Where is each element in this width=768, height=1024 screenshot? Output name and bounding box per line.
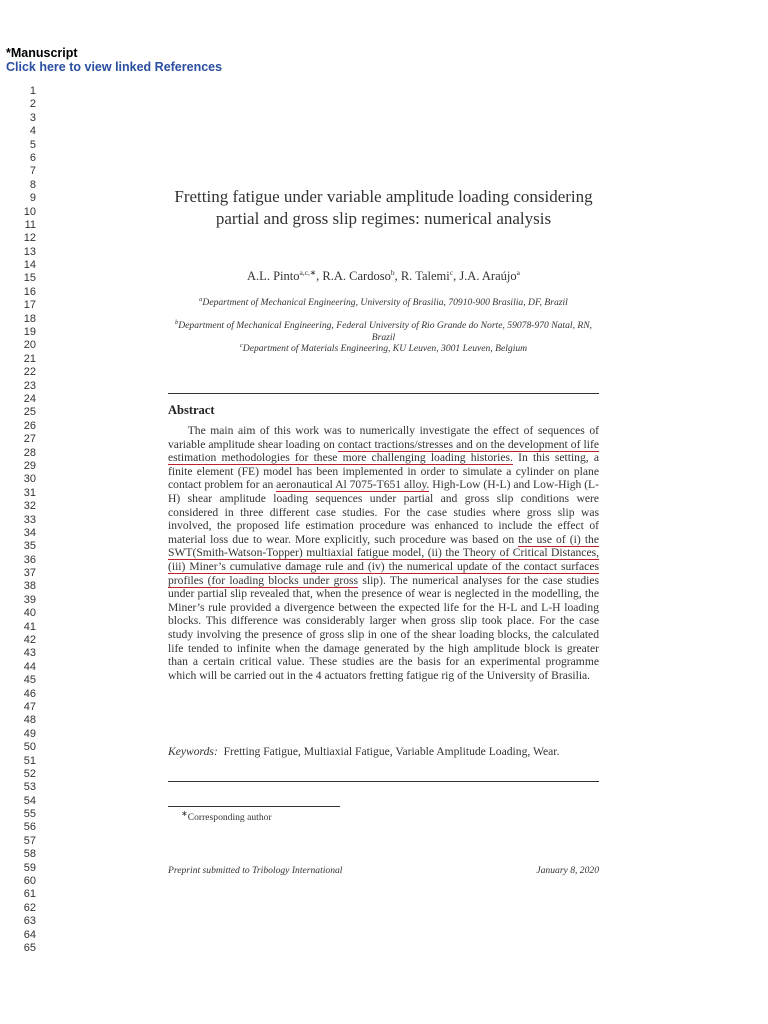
line-number: 23: [23, 379, 36, 392]
abstract-text: High-Low (H-L) and Low-High (L-H) shear amplitude loading sequences under partial and gross slip conditions were considered in three different case studies. For the case studies where gross slip was involved, the proposed life estimation procedure was enhanced to include the effect of material loss due to wear. More explicitly, such procedure was based on: [168, 478, 599, 546]
author-name: A.L. Pinto: [247, 269, 300, 284]
line-number: 11: [24, 218, 36, 231]
line-number: 48: [23, 714, 36, 727]
view-references-link[interactable]: Click here to view linked References: [6, 60, 223, 74]
line-number: 15: [23, 272, 36, 285]
line-number: 14: [23, 259, 36, 272]
line-number: 60: [23, 875, 36, 888]
author-separator: ,: [394, 269, 401, 284]
line-number: 62: [23, 901, 36, 914]
line-number: 65: [23, 942, 36, 954]
line-number: 1: [29, 85, 36, 97]
affiliation-mark: c: [239, 342, 243, 349]
line-number: 16: [23, 285, 36, 298]
line-number: 29: [23, 459, 36, 472]
line-number: 33: [23, 513, 36, 526]
author-affiliation-mark: a,c,∗: [299, 268, 317, 277]
line-number: 54: [23, 794, 36, 807]
author-separator: ,: [453, 269, 460, 284]
keywords-label: Keywords:: [168, 745, 218, 758]
line-number: 21: [23, 352, 36, 365]
line-number: 40: [23, 607, 36, 620]
abstract-text: slip). The numerical analyses for the case studies under partial slip revealed that, when the presence of wear is neglected in the modelling, the Miner’s rule provided a divergence between the expected life for the H-L and L-H loading blocks. This difference was considerably larger when gross slip took place. For the case study involving the presence of gross slip in one of the shear loading blocks, the calculated life tended to infinite when the damage generated by the high amplitude block is greater than a certain critical value. These studies are the basis for an experimental programme which will be carried out in the 4 actuators fretting fatigue rig of the University of Brasilia.: [168, 573, 599, 682]
line-number: 13: [23, 245, 36, 258]
line-number: 44: [23, 660, 36, 673]
line-number: 53: [23, 781, 36, 794]
line-number: 42: [23, 634, 36, 647]
line-number: 41: [23, 620, 36, 633]
line-number: 34: [23, 526, 36, 539]
highlighted-phrase: the use of (i) the SWT(Smith-Watson-Topper) multiaxial fatigue model, (ii) the Theory of Critical Distances, (iii) Miner’s cumulative damage rule and (iv) the numerical update of the contact surfaces profiles (for loading blocks under gross: [168, 532, 599, 587]
line-number: 5: [29, 138, 36, 151]
line-number: 39: [23, 593, 36, 606]
line-number: 36: [23, 553, 36, 566]
author-name: R. Talemi: [400, 269, 450, 284]
line-number: 17: [23, 299, 36, 312]
footnote-mark: ∗: [181, 809, 188, 818]
footer-journal: Preprint submitted to Tribology International: [168, 865, 343, 876]
line-number: 37: [23, 567, 36, 580]
line-number: 30: [23, 473, 36, 486]
keywords: [168, 744, 599, 759]
line-number: 59: [23, 861, 36, 874]
footer-date: January 8, 2020: [536, 865, 599, 876]
footnote: [181, 809, 272, 823]
line-number: 47: [23, 700, 36, 713]
line-number: 28: [23, 446, 36, 459]
author-affiliation-mark: b: [390, 268, 395, 277]
author-affiliation-mark: a: [516, 268, 520, 277]
line-number: 22: [23, 366, 36, 379]
line-number: 38: [23, 580, 36, 593]
line-number: 35: [23, 540, 36, 553]
abstract-text: The main aim of this work was to numerically investigate the effect of sequences of variable amplitude shear loading on: [168, 424, 599, 451]
line-number: 61: [23, 888, 36, 901]
affiliation-mark: b: [174, 319, 179, 326]
highlighted-phrase: contact tractions/stresses and on the development of life estimation methodologies for these more challenging loading histories.: [168, 437, 599, 465]
line-number: 45: [23, 674, 36, 687]
line-number: 64: [23, 928, 36, 941]
line-number: 10: [23, 205, 36, 218]
line-number: 46: [23, 687, 36, 700]
affiliation-text: Department of Mechanical Engineering, University of Brasilia, 70910-900 Brasilia, DF, Brazil: [202, 297, 568, 309]
line-number: 9: [29, 192, 36, 205]
line-number: 56: [23, 821, 36, 834]
line-number: 55: [23, 808, 36, 821]
abstract-top-rule: [168, 393, 599, 394]
line-number: 63: [23, 915, 36, 928]
line-number-gutter: [0, 85, 36, 955]
line-number: 18: [23, 312, 36, 325]
footnote-text: Corresponding author: [187, 812, 272, 824]
affiliation-text: Department of Materials Engineering, KU Leuven, 3001 Leuven, Belgium: [242, 343, 528, 355]
line-number: 32: [23, 500, 36, 513]
line-number: 52: [23, 767, 36, 780]
line-number: 4: [29, 125, 36, 138]
line-number: 8: [29, 178, 36, 191]
line-number: 26: [23, 419, 36, 432]
author-name: R.A. Cardoso: [322, 269, 391, 284]
abstract-body: [168, 424, 599, 682]
line-number: 2: [29, 98, 36, 111]
keywords-text: Fretting Fatigue, Multiaxial Fatigue, Variable Amplitude Loading, Wear.: [223, 745, 560, 758]
line-number: 12: [23, 232, 36, 245]
footnote-rule: [168, 806, 340, 807]
line-number: 49: [23, 727, 36, 740]
line-number: 3: [29, 111, 36, 124]
abstract-bottom-rule: [168, 781, 599, 782]
abstract-text: In this setting, a finite element (FE) model has been implemented in order to simulate a cylinder on plane contact problem for an: [168, 451, 599, 492]
author-list: [168, 268, 599, 284]
abstract-heading: Abstract: [168, 403, 215, 417]
highlighted-phrase: aeronautical Al 7075-T651 alloy.: [276, 478, 430, 492]
affiliation-c: [168, 340, 599, 355]
line-number: 25: [23, 406, 36, 419]
affiliation-a: [168, 294, 599, 309]
affiliation-text: Department of Mechanical Engineering, Federal University of Rio Grande do Norte, 59078-970 Natal, RN, Brazil: [178, 320, 593, 343]
paper-title: Fretting fatigue under variable amplitude loading considering partial and gross slip regimes: numerical analysis: [174, 187, 593, 228]
line-number: 6: [29, 151, 36, 164]
line-number: 58: [23, 848, 36, 861]
line-number: 57: [23, 834, 36, 847]
line-number: 31: [23, 486, 36, 499]
line-number: 43: [23, 647, 36, 660]
author-name: J.A. Araújo: [459, 269, 517, 284]
line-number: 27: [23, 433, 36, 446]
affiliation-mark: a: [199, 296, 203, 303]
line-number: 51: [23, 754, 36, 767]
manuscript-label: *Manuscript: [6, 46, 78, 60]
author-separator: ,: [316, 269, 323, 284]
line-number: 7: [29, 165, 36, 178]
line-number: 24: [23, 392, 36, 405]
author-affiliation-mark: c: [449, 268, 454, 277]
line-number: 50: [23, 741, 36, 754]
line-number: 20: [23, 339, 36, 352]
line-number: 19: [23, 326, 36, 339]
